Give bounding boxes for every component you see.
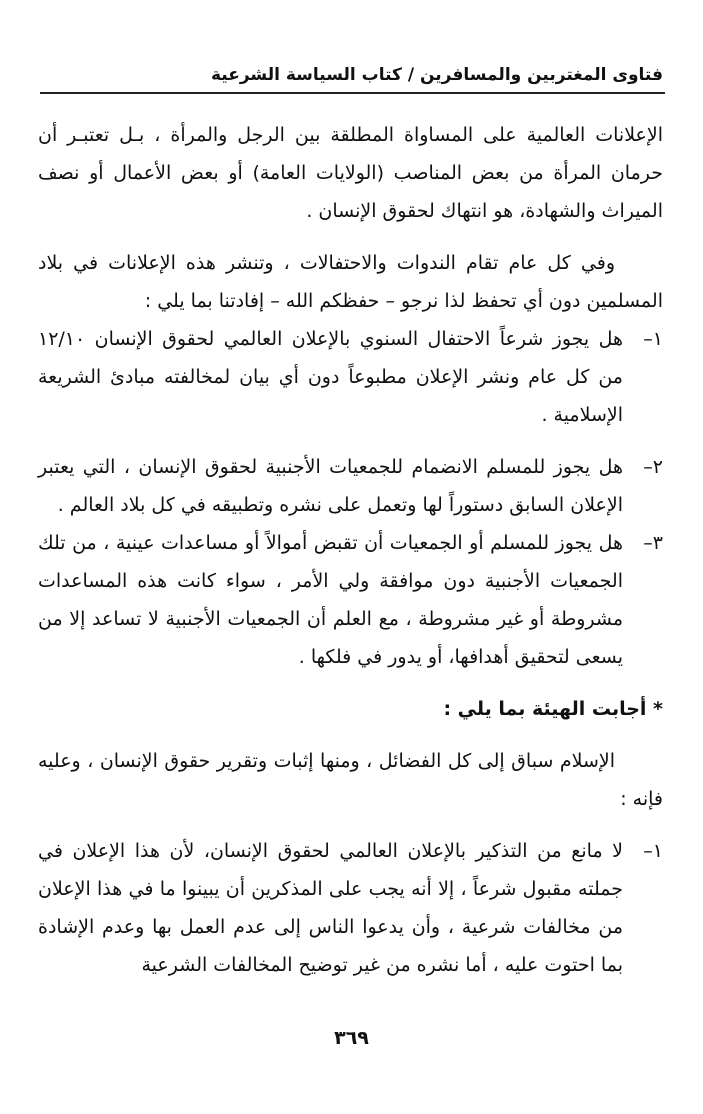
- page-number: ٣٦٩: [334, 1027, 369, 1049]
- question-text: هل يجوز شرعاً الاحتفال السنوي بالإعلان العالمي لحقوق الإنسان ١٢/١٠ من كل عام ونشر الإعلان مطبوعاً دون أي بيان لمخالفته مبادئ الشريعة الإسلامية .: [38, 328, 623, 426]
- answer-item-1: [38, 832, 663, 984]
- question-3: [38, 524, 663, 676]
- running-header: [40, 60, 665, 94]
- intro-paragraph-1: الإعلانات العالمية على المساواة المطلقة بين الرجل والمرأة ، بـل تعتبـر أن حرمان المرأة من بعض المناصب (الولايات العامة) أو بعض الأعمال أو نصف الميراث والشهادة، هو انتهاك لحقوق الإنسان .: [38, 124, 663, 222]
- header-title: فتاوى المغتربين والمسافرين / كتاب السياسة الشرعية: [210, 65, 663, 85]
- question-text: هل يجوز للمسلم أو الجمعيات أن تقبض أموالاً أو مساعدات عينية ، من تلك الجمعيات الأجنبية دون موافقة ولي الأمر ، سواء كانت هذه المساعدات مشروطة أو غير مشروطة ، مع العلم أن الجمعيات الأجنبية لا تساعد إلا من يسعى لتحقيق أهدافها، أو يدور في فلكها .: [38, 532, 623, 668]
- question-1: [38, 320, 663, 434]
- intro-paragraph-2: وفي كل عام تقام الندوات والاحتفالات ، وتنشر هذه الإعلانات في بلاد المسلمين دون أي تحفظ لذا نرجو – حفظكم الله – إفادتنا بما يلي :: [38, 252, 663, 312]
- answer-intro: الإسلام سباق إلى كل الفضائل ، ومنها إثبات وتقرير حقوق الإنسان ، وعليه فإنه :: [38, 750, 663, 810]
- question-number: ٣–: [643, 532, 663, 554]
- answer-number: ١–: [643, 840, 663, 862]
- answer-text: لا مانع من التذكير بالإعلان العالمي لحقوق الإنسان، لأن هذا الإعلان في جملته مقبول شرعاً ، إلا أنه يجب على المذكرين أن يبينوا ما في هذا الإعلان من مخالفات شرعية ، وأن يدعوا الناس إلى عدم العمل بها وعدم الإشادة بما احتوت عليه ، أما نشره من غير توضيح المخالفات الشرعية: [38, 840, 623, 976]
- question-2: [38, 448, 663, 524]
- answer-heading: * أجابت الهيئة بما يلي :: [443, 698, 663, 720]
- question-text: هل يجوز للمسلم الانضمام للجمعيات الأجنبية لحقوق الإنسان ، التي يعتبر الإعلان السابق دستوراً لها وتعمل على نشره وتطبيقه في كل بلاد العالم .: [38, 456, 623, 516]
- question-number: ١–: [643, 328, 663, 350]
- page-body: [38, 116, 663, 984]
- question-number: ٢–: [643, 456, 663, 478]
